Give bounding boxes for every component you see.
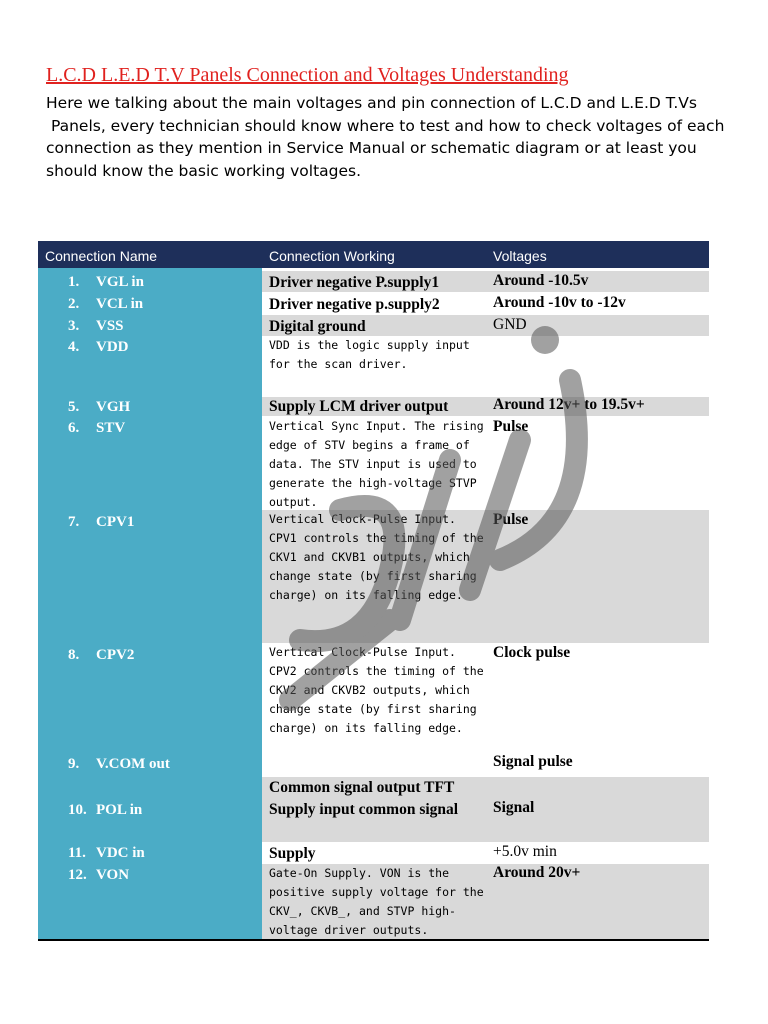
connection-name: 9. V.COM out [68, 756, 170, 772]
connection-name: 4. VDD [68, 339, 129, 355]
intro-text [46, 92, 736, 182]
connection-working: Driver negative P.supply1 [269, 274, 440, 291]
connection-name: 11. VDC in [68, 845, 145, 861]
connection-voltage: Clock pulse [493, 644, 571, 661]
connections-table [38, 241, 709, 941]
connection-working: Gate-On Supply. VON is the positive supply voltage for the CKV_, CKVB_, and STVP high-voltage driver outputs. [269, 866, 484, 937]
intro-paragraph-1: Here we talking about the main voltages and pin connection of L.C.D and L.E.D T.Vs [46, 94, 697, 112]
connection-voltage: Around 12v+ to 19.5v+ [493, 396, 645, 413]
connection-voltage: Pulse [493, 418, 529, 435]
connection-voltage: Around -10v to -12v [493, 294, 626, 311]
connection-voltage: Around 20v+ [493, 864, 581, 881]
connection-name: 10. POL in [68, 802, 143, 818]
connection-name: 6. STV [68, 420, 126, 436]
intro-paragraph-2: Panels, every technician should know where to test and how to check voltages of each connection as they mention in Service Manual or schematic diagram or at least you should know the basic working voltages. [46, 116, 730, 180]
header-voltages: Voltages [493, 248, 547, 264]
connection-working: Digital ground [269, 318, 366, 335]
connection-name: 3. VSS [68, 318, 124, 334]
connection-working: Vertical Clock-Pulse Input. CPV1 controls the timing of the CKV1 and CKVB1 outputs, which change state (by first sharing charge) on its falling edge. [269, 512, 484, 602]
connection-working: Common signal output TFT [269, 779, 455, 796]
table-header [38, 244, 709, 268]
connection-name: 8. CPV2 [68, 647, 135, 663]
connection-working: VDD is the logic supply input for the scan driver. [269, 338, 470, 371]
connection-working: Vertical Clock-Pulse Input. CPV2 controls the timing of the CKV2 and CKVB2 outputs, which change state (by first sharing charge) on its falling edge. [269, 645, 484, 735]
connection-working: Vertical Sync Input. The rising edge of STV begins a frame of data. The STV input is used to generate the high-voltage STVP output. [269, 419, 484, 509]
connection-working: Supply input common signal [269, 801, 459, 818]
connection-working: Driver negative p.supply2 [269, 296, 440, 313]
connection-name: 1. VGL in [68, 274, 144, 290]
header-connection-name: Connection Name [45, 248, 158, 264]
connection-name: 7. CPV1 [68, 514, 135, 530]
connection-name: 5. VGH [68, 399, 131, 415]
connection-voltage: +5.0v min [493, 843, 557, 860]
connection-name: 12. VON [68, 867, 130, 883]
document-title: L.C.D L.E.D T.V Panels Connection and Voltages Understanding [46, 64, 569, 86]
connection-voltage: Around -10.5v [493, 272, 589, 289]
connection-working: Supply [269, 845, 316, 862]
connection-voltage: Pulse [493, 511, 529, 528]
connection-name: 2. VCL in [68, 296, 144, 312]
connection-voltage: Signal [493, 799, 535, 816]
header-connection-working: Connection Working [269, 248, 395, 264]
connection-voltage: Signal pulse [493, 753, 573, 770]
connection-voltage: GND [493, 316, 527, 333]
connection-working: Supply LCM driver output [269, 398, 449, 415]
